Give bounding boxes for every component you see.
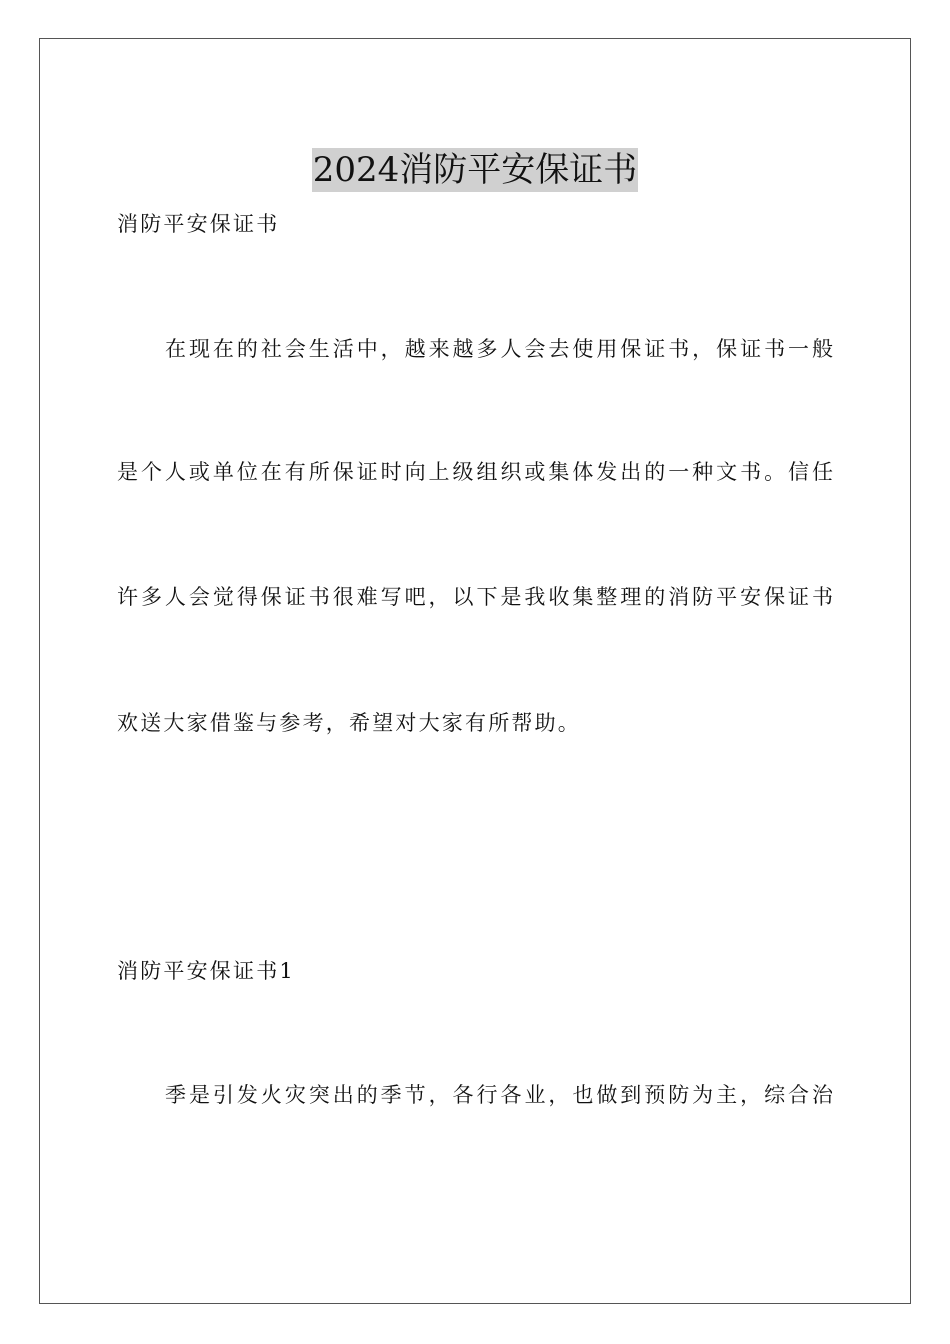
document-subtitle: 消防平安保证书 <box>117 212 280 236</box>
paragraph-line: 许多人会觉得保证书很难写吧，以下是我收集整理的消防平安保证书 <box>117 585 833 609</box>
paragraph-line: 季是引发火灾突出的季节，各行各业，也做到预防为主，综合治 <box>165 1083 833 1107</box>
paragraph-line: 在现在的社会生活中，越来越多人会去使用保证书，保证书一般 <box>165 337 833 361</box>
title-container <box>0 125 950 215</box>
paragraph-line: 是个人或单位在有所保证时向上级组织或集体发出的一种文书。信任 <box>117 460 833 484</box>
document-title: 2024消防平安保证书 <box>312 149 638 190</box>
paragraph-line: 欢送大家借鉴与参考，希望对大家有所帮助。 <box>117 711 581 735</box>
section-heading: 消防平安保证书1 <box>117 959 295 983</box>
